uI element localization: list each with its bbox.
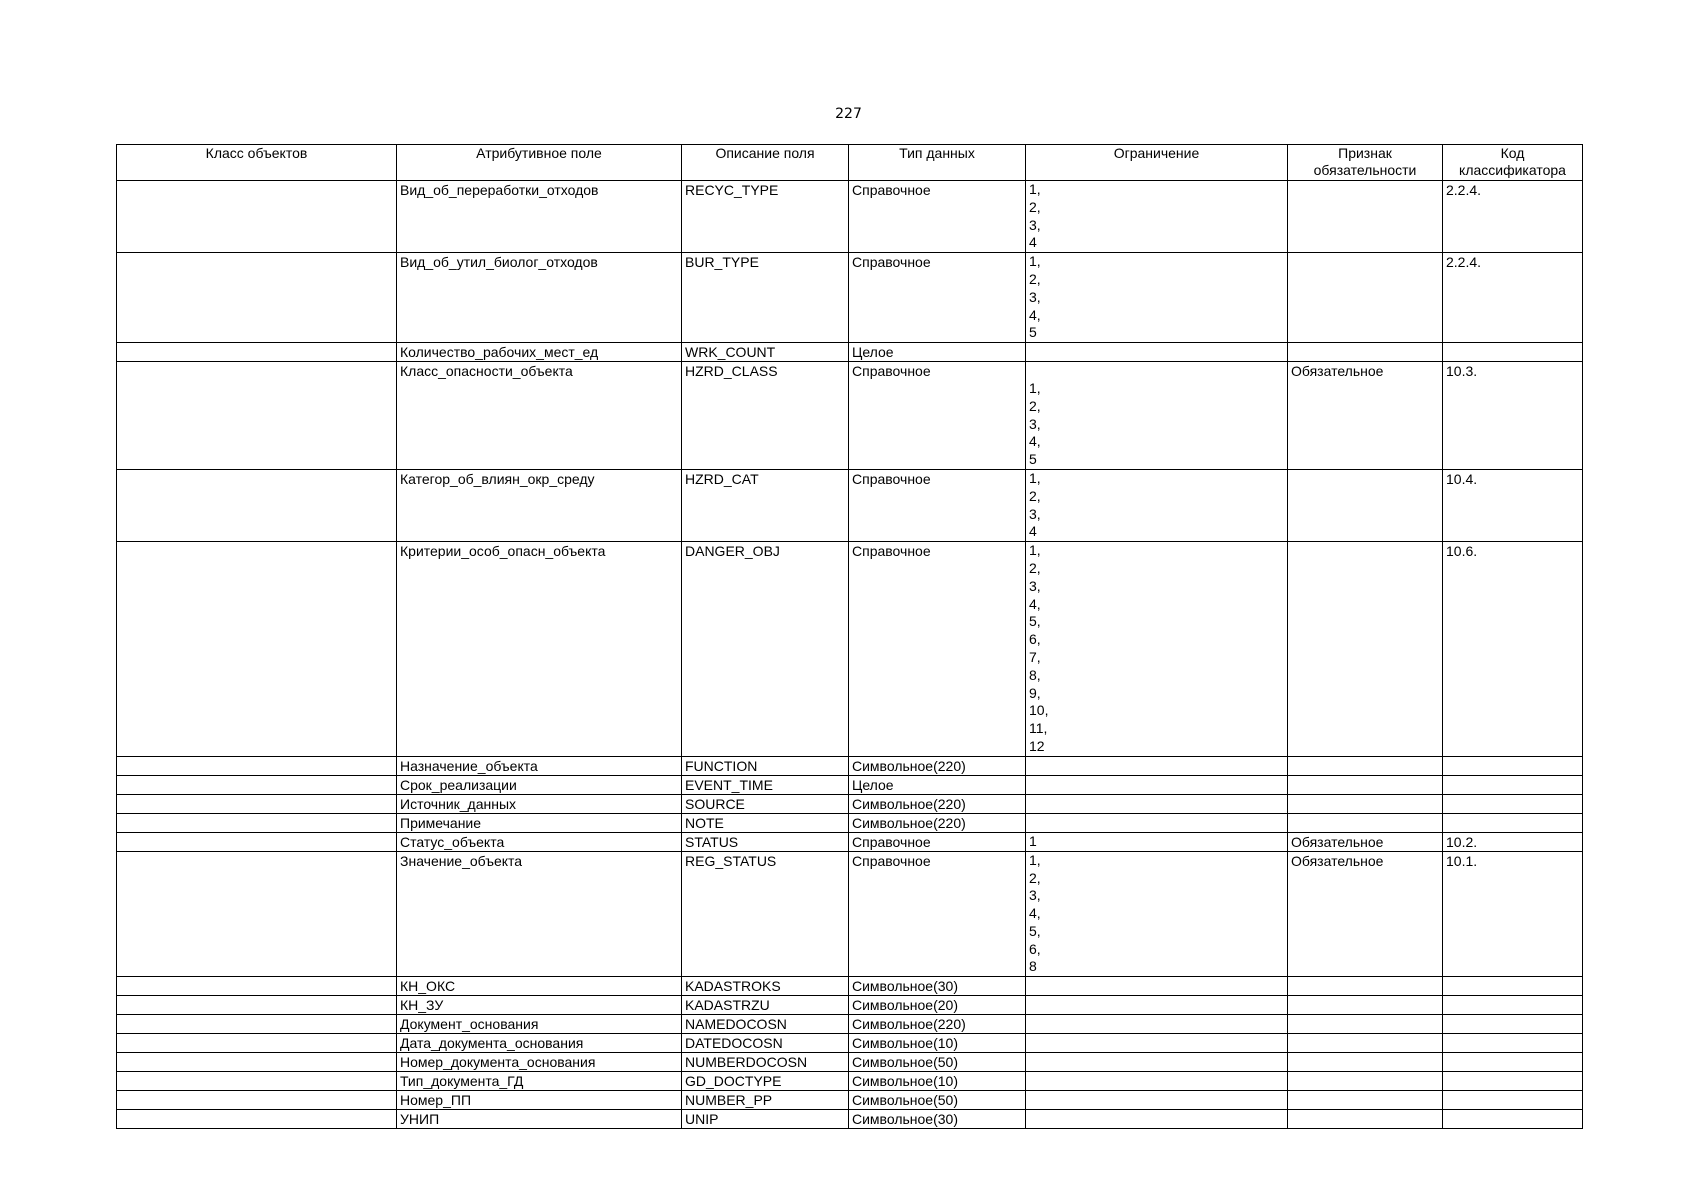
cell-data-type: Символьное(220) bbox=[849, 756, 1026, 775]
cell-data-type: Символьное(20) bbox=[849, 996, 1026, 1015]
restriction-value: 3, bbox=[1029, 577, 1041, 594]
restriction-value: 1, bbox=[1029, 469, 1041, 486]
table-row bbox=[117, 851, 1583, 977]
cell-required-flag bbox=[1288, 1110, 1443, 1129]
cell-data-type: Символьное(50) bbox=[849, 1053, 1026, 1072]
cell-class bbox=[117, 1091, 397, 1110]
cell-classifier-code bbox=[1443, 1034, 1583, 1053]
cell-field-description: EVENT_TIME bbox=[682, 775, 849, 794]
table-body bbox=[117, 181, 1583, 1129]
cell-class bbox=[117, 253, 397, 343]
cell-field-description: WRK_COUNT bbox=[682, 343, 849, 362]
cell-data-type: Справочное bbox=[849, 851, 1026, 977]
cell-field-description: NUMBERDOCOSN bbox=[682, 1053, 849, 1072]
cell-class bbox=[117, 1015, 397, 1034]
attribute-table bbox=[116, 144, 1583, 1129]
cell-field-description: BUR_TYPE bbox=[682, 253, 849, 343]
restriction-value: 7, bbox=[1029, 648, 1041, 665]
restriction-value: 4 bbox=[1029, 523, 1037, 540]
cell-restriction bbox=[1026, 832, 1288, 851]
cell-attribute-field: Источник_данных bbox=[397, 794, 682, 813]
cell-attribute-field: Вид_об_переработки_отходов bbox=[397, 181, 682, 253]
restriction-value: 9, bbox=[1029, 684, 1041, 701]
cell-data-type: Справочное bbox=[849, 362, 1026, 470]
table-row bbox=[117, 756, 1583, 775]
table-row bbox=[117, 1110, 1583, 1129]
restriction-value: 3, bbox=[1029, 505, 1041, 522]
page-number: 227 bbox=[835, 106, 862, 122]
cell-classifier-code: 10.2. bbox=[1443, 832, 1583, 851]
cell-classifier-code bbox=[1443, 1053, 1583, 1072]
cell-data-type: Справочное bbox=[849, 253, 1026, 343]
restriction-value: 1 bbox=[1029, 832, 1037, 849]
cell-data-type: Символьное(10) bbox=[849, 1072, 1026, 1091]
cell-required-flag bbox=[1288, 1072, 1443, 1091]
cell-data-type: Символьное(10) bbox=[849, 1034, 1026, 1053]
cell-data-type: Целое bbox=[849, 775, 1026, 794]
cell-restriction bbox=[1026, 851, 1288, 977]
cell-field-description: KADASTROKS bbox=[682, 977, 849, 996]
restriction-value: 1, bbox=[1029, 253, 1041, 270]
cell-restriction bbox=[1026, 1110, 1288, 1129]
table-row bbox=[117, 1053, 1583, 1072]
table-row bbox=[117, 343, 1583, 362]
cell-data-type: Символьное(30) bbox=[849, 977, 1026, 996]
cell-restriction bbox=[1026, 1034, 1288, 1053]
cell-class bbox=[117, 362, 397, 470]
cell-field-description: UNIP bbox=[682, 1110, 849, 1129]
cell-data-type: Справочное bbox=[849, 542, 1026, 757]
cell-restriction bbox=[1026, 343, 1288, 362]
restriction-value: 5 bbox=[1029, 451, 1037, 468]
cell-field-description: RECYC_TYPE bbox=[682, 181, 849, 253]
cell-required-flag bbox=[1288, 996, 1443, 1015]
cell-restriction bbox=[1026, 253, 1288, 343]
cell-class bbox=[117, 469, 397, 541]
cell-attribute-field: Тип_документа_ГД bbox=[397, 1072, 682, 1091]
cell-required-flag bbox=[1288, 343, 1443, 362]
table-row bbox=[117, 1034, 1583, 1053]
cell-class bbox=[117, 756, 397, 775]
cell-required-flag bbox=[1288, 794, 1443, 813]
cell-restriction bbox=[1026, 977, 1288, 996]
table-row bbox=[117, 775, 1583, 794]
cell-classifier-code: 2.2.4. bbox=[1443, 181, 1583, 253]
cell-attribute-field: Номер_документа_основания bbox=[397, 1053, 682, 1072]
cell-attribute-field: Назначение_объекта bbox=[397, 756, 682, 775]
header-data-type: Тип данных bbox=[849, 145, 1026, 181]
cell-data-type: Символьное(220) bbox=[849, 813, 1026, 832]
table-row bbox=[117, 469, 1583, 541]
restriction-value: 8 bbox=[1029, 958, 1037, 975]
cell-required-flag bbox=[1288, 977, 1443, 996]
restriction-value: 6, bbox=[1029, 940, 1041, 957]
cell-class bbox=[117, 775, 397, 794]
cell-required-flag bbox=[1288, 1053, 1443, 1072]
restriction-value: 1, bbox=[1029, 851, 1041, 868]
restriction-value: 2, bbox=[1029, 869, 1041, 886]
cell-attribute-field: Статус_объекта bbox=[397, 832, 682, 851]
cell-class bbox=[117, 851, 397, 977]
restriction-value: 3, bbox=[1029, 288, 1041, 305]
cell-restriction bbox=[1026, 756, 1288, 775]
restriction-value: 4, bbox=[1029, 433, 1041, 450]
header-class: Класс объектов bbox=[117, 145, 397, 181]
restriction-value: 3, bbox=[1029, 887, 1041, 904]
cell-restriction bbox=[1026, 1072, 1288, 1091]
cell-class bbox=[117, 1034, 397, 1053]
header-required-flag: Признак обязательности bbox=[1288, 145, 1443, 181]
table-row bbox=[117, 794, 1583, 813]
cell-attribute-field: Примечание bbox=[397, 813, 682, 832]
cell-classifier-code bbox=[1443, 1072, 1583, 1091]
restriction-value: 1, bbox=[1029, 542, 1041, 559]
restriction-value: 5 bbox=[1029, 324, 1037, 341]
cell-field-description: SOURCE bbox=[682, 794, 849, 813]
cell-required-flag bbox=[1288, 542, 1443, 757]
cell-required-flag bbox=[1288, 1091, 1443, 1110]
table-row bbox=[117, 832, 1583, 851]
cell-class bbox=[117, 794, 397, 813]
restriction-value: 4, bbox=[1029, 905, 1041, 922]
cell-classifier-code: 2.2.4. bbox=[1443, 253, 1583, 343]
table-row bbox=[117, 253, 1583, 343]
restriction-value: 12 bbox=[1029, 737, 1045, 754]
cell-classifier-code bbox=[1443, 756, 1583, 775]
cell-field-description: FUNCTION bbox=[682, 756, 849, 775]
cell-restriction bbox=[1026, 1053, 1288, 1072]
cell-classifier-code bbox=[1443, 813, 1583, 832]
cell-field-description: GD_DOCTYPE bbox=[682, 1072, 849, 1091]
table-row bbox=[117, 1091, 1583, 1110]
table-row bbox=[117, 1072, 1583, 1091]
cell-data-type: Справочное bbox=[849, 469, 1026, 541]
cell-required-flag bbox=[1288, 181, 1443, 253]
cell-class bbox=[117, 343, 397, 362]
restriction-value: 8, bbox=[1029, 666, 1041, 683]
cell-field-description: HZRD_CLASS bbox=[682, 362, 849, 470]
cell-restriction bbox=[1026, 469, 1288, 541]
cell-restriction bbox=[1026, 542, 1288, 757]
cell-classifier-code bbox=[1443, 775, 1583, 794]
restriction-value: 2, bbox=[1029, 198, 1041, 215]
table-row bbox=[117, 813, 1583, 832]
cell-attribute-field: Номер_ПП bbox=[397, 1091, 682, 1110]
cell-attribute-field: УНИП bbox=[397, 1110, 682, 1129]
cell-attribute-field: Категор_об_влиян_окр_среду bbox=[397, 469, 682, 541]
cell-restriction bbox=[1026, 813, 1288, 832]
cell-required-flag bbox=[1288, 469, 1443, 541]
restriction-value bbox=[1029, 362, 1284, 380]
cell-data-type: Символьное(50) bbox=[849, 1091, 1026, 1110]
cell-data-type: Символьное(220) bbox=[849, 1015, 1026, 1034]
header-field-description: Описание поля bbox=[682, 145, 849, 181]
cell-field-description: HZRD_CAT bbox=[682, 469, 849, 541]
cell-attribute-field: Вид_об_утил_биолог_отходов bbox=[397, 253, 682, 343]
cell-required-flag bbox=[1288, 775, 1443, 794]
cell-classifier-code: 10.1. bbox=[1443, 851, 1583, 977]
cell-class bbox=[117, 1053, 397, 1072]
cell-classifier-code bbox=[1443, 794, 1583, 813]
cell-attribute-field: КН_ОКС bbox=[397, 977, 682, 996]
cell-classifier-code bbox=[1443, 1015, 1583, 1034]
header-restriction: Ограничение bbox=[1026, 145, 1288, 181]
cell-field-description: NUMBER_PP bbox=[682, 1091, 849, 1110]
cell-restriction bbox=[1026, 794, 1288, 813]
cell-restriction bbox=[1026, 362, 1288, 470]
table-row bbox=[117, 181, 1583, 253]
cell-restriction bbox=[1026, 1091, 1288, 1110]
restriction-value: 4 bbox=[1029, 234, 1037, 251]
cell-attribute-field: Документ_основания bbox=[397, 1015, 682, 1034]
cell-data-type: Справочное bbox=[849, 832, 1026, 851]
table-row bbox=[117, 996, 1583, 1015]
cell-required-flag bbox=[1288, 253, 1443, 343]
cell-restriction bbox=[1026, 775, 1288, 794]
cell-class bbox=[117, 977, 397, 996]
cell-attribute-field: Срок_реализации bbox=[397, 775, 682, 794]
cell-classifier-code bbox=[1443, 1110, 1583, 1129]
restriction-value: 10, bbox=[1029, 702, 1049, 719]
cell-field-description: NOTE bbox=[682, 813, 849, 832]
restriction-value: 5, bbox=[1029, 922, 1041, 939]
restriction-value: 2, bbox=[1029, 397, 1041, 414]
cell-classifier-code bbox=[1443, 996, 1583, 1015]
cell-field-description: DATEDOCOSN bbox=[682, 1034, 849, 1053]
header-row bbox=[117, 145, 1583, 181]
cell-field-description: STATUS bbox=[682, 832, 849, 851]
restriction-value: 4, bbox=[1029, 306, 1041, 323]
restriction-value: 1, bbox=[1029, 379, 1041, 396]
cell-field-description: NAMEDOCOSN bbox=[682, 1015, 849, 1034]
cell-class bbox=[117, 542, 397, 757]
restriction-value: 6, bbox=[1029, 631, 1041, 648]
cell-restriction bbox=[1026, 1015, 1288, 1034]
header-attribute-field: Атрибутивное поле bbox=[397, 145, 682, 181]
cell-classifier-code bbox=[1443, 1091, 1583, 1110]
restriction-value: 2, bbox=[1029, 559, 1041, 576]
restriction-value: 5, bbox=[1029, 613, 1041, 630]
cell-required-flag: Обязательное bbox=[1288, 851, 1443, 977]
cell-classifier-code bbox=[1443, 977, 1583, 996]
table-row bbox=[117, 542, 1583, 757]
cell-required-flag bbox=[1288, 1015, 1443, 1034]
cell-attribute-field: Критерии_особ_опасн_объекта bbox=[397, 542, 682, 757]
restriction-value: 11, bbox=[1029, 720, 1048, 737]
table-row bbox=[117, 977, 1583, 996]
cell-required-flag bbox=[1288, 1034, 1443, 1053]
cell-classifier-code: 10.3. bbox=[1443, 362, 1583, 470]
cell-required-flag: Обязательное bbox=[1288, 362, 1443, 470]
cell-data-type: Справочное bbox=[849, 181, 1026, 253]
cell-data-type: Символьное(30) bbox=[849, 1110, 1026, 1129]
cell-attribute-field: Класс_опасности_объекта bbox=[397, 362, 682, 470]
cell-required-flag bbox=[1288, 756, 1443, 775]
cell-restriction bbox=[1026, 996, 1288, 1015]
cell-data-type: Символьное(220) bbox=[849, 794, 1026, 813]
cell-classifier-code: 10.6. bbox=[1443, 542, 1583, 757]
cell-field-description: DANGER_OBJ bbox=[682, 542, 849, 757]
table-row bbox=[117, 1015, 1583, 1034]
restriction-value: 3, bbox=[1029, 415, 1041, 432]
cell-class bbox=[117, 181, 397, 253]
cell-class bbox=[117, 1110, 397, 1129]
table-row bbox=[117, 362, 1583, 470]
cell-attribute-field: Количество_рабочих_мест_ед bbox=[397, 343, 682, 362]
cell-restriction bbox=[1026, 181, 1288, 253]
cell-attribute-field: Значение_объекта bbox=[397, 851, 682, 977]
restriction-value: 3, bbox=[1029, 216, 1041, 233]
cell-required-flag bbox=[1288, 813, 1443, 832]
cell-field-description: REG_STATUS bbox=[682, 851, 849, 977]
cell-classifier-code: 10.4. bbox=[1443, 469, 1583, 541]
cell-class bbox=[117, 832, 397, 851]
cell-class bbox=[117, 1072, 397, 1091]
cell-attribute-field: КН_ЗУ bbox=[397, 996, 682, 1015]
cell-classifier-code bbox=[1443, 343, 1583, 362]
restriction-value: 2, bbox=[1029, 270, 1041, 287]
header-classifier-code: Код классификатора bbox=[1443, 145, 1583, 181]
cell-class bbox=[117, 813, 397, 832]
restriction-value: 4, bbox=[1029, 595, 1041, 612]
cell-data-type: Целое bbox=[849, 343, 1026, 362]
restriction-value: 2, bbox=[1029, 487, 1041, 504]
cell-field-description: KADASTRZU bbox=[682, 996, 849, 1015]
cell-attribute-field: Дата_документа_основания bbox=[397, 1034, 682, 1053]
cell-required-flag: Обязательное bbox=[1288, 832, 1443, 851]
cell-class bbox=[117, 996, 397, 1015]
restriction-value: 1, bbox=[1029, 181, 1041, 197]
